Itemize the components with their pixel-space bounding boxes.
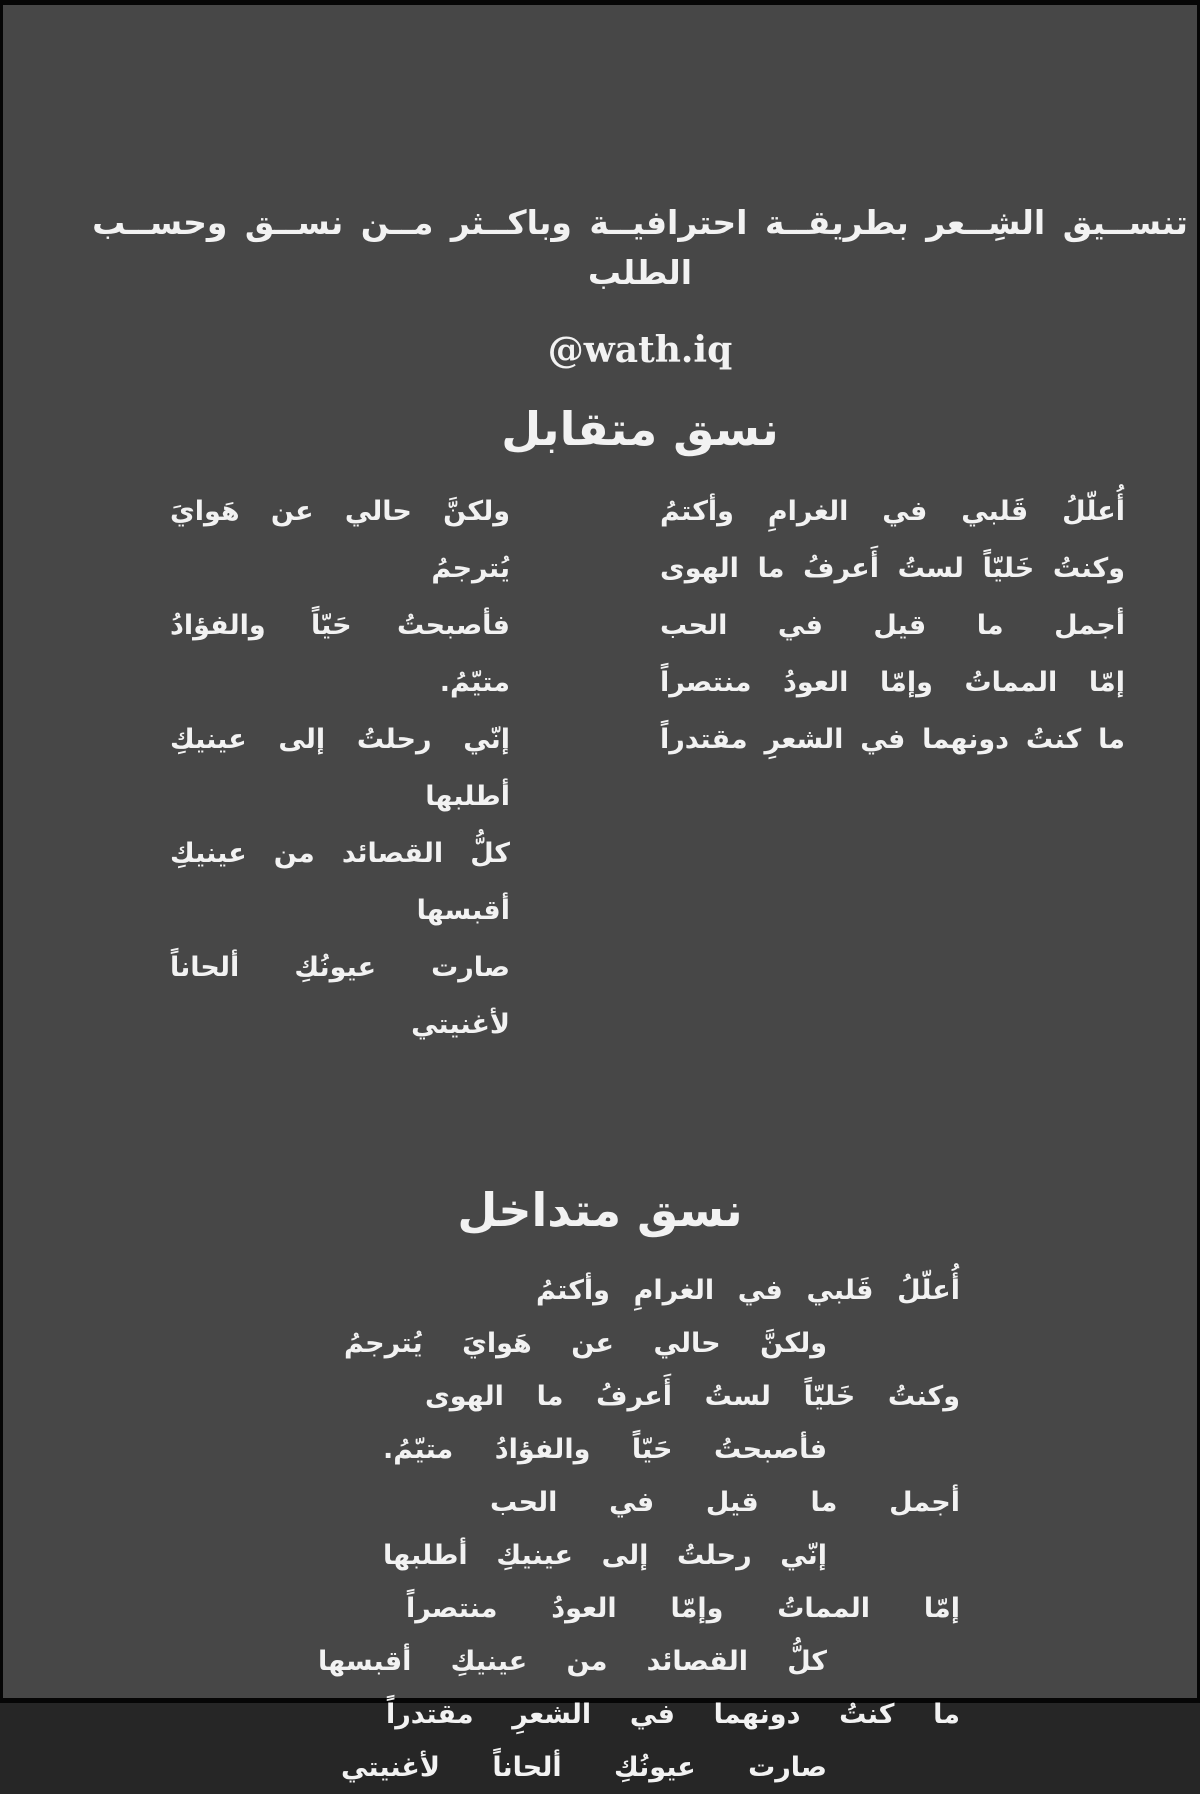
verse-line: كلُّ القصائد من عينيكِ أقبسها	[170, 838, 510, 926]
opposed-columns	[3, 483, 1197, 1053]
verse-line: أجمل ما قيل في الحب	[660, 610, 1125, 641]
verse-line: كلُّ القصائد من عينيكِ أقبسها	[318, 1646, 827, 1677]
verse-line: وكنتُ خَليّاً لستُ أَعرفُ ما الهوى	[660, 553, 1125, 584]
verse-line: أُعلّلُ قَلبي في الغرامِ وأكتمُ	[536, 1275, 960, 1306]
verse-line: ما كنتُ دونهما في الشعرِ مقتدراً	[386, 1699, 960, 1730]
verse-line: أجمل ما قيل في الحب	[490, 1487, 960, 1518]
verse-line: ولكنَّ حالي عن هَوايَ يُترجمُ	[170, 496, 510, 584]
verse-line: إمّا المماتُ وإمّا العودُ منتصراً	[660, 667, 1125, 698]
section-title-interleaved: نسق متداخل	[457, 1183, 743, 1237]
verse-line: صارت عيونُكِ ألحاناً لأغنيتي	[170, 952, 510, 1040]
verse-line: فأصبحتُ حَيّاً والفؤادُ متيّمُ.	[383, 1434, 827, 1465]
header-tagline: تنســيق الشِــعر بطريقــة احترافيــة وباكــثر مــن نســق وحســب الطلب	[92, 203, 1188, 292]
verse-line: إنّي رحلتُ إلى عينيكِ أطلبها	[170, 724, 510, 812]
verse-line: صارت عيونُكِ ألحاناً لأغنيتي	[341, 1752, 827, 1783]
interleaved-lines	[3, 1264, 1197, 1794]
verse-line: إمّا المماتُ وإمّا العودُ منتصراً	[406, 1593, 960, 1624]
verse-line: فأصبحتُ حَيّاً والفؤادُ متيّمُ.	[170, 610, 510, 698]
verse-line: وكنتُ خَليّاً لستُ أَعرفُ ما الهوى	[425, 1381, 960, 1412]
verse-line: أُعلّلُ قَلبي في الغرامِ وأكتمُ	[660, 496, 1125, 527]
section-title-opposed: نسق متقابل	[501, 402, 779, 456]
first-hemistich-column	[660, 483, 1125, 1053]
verse-line: ما كنتُ دونهما في الشعرِ مقتدراً	[660, 724, 1125, 755]
verse-line: ولكنَّ حالي عن هَوايَ يُترجمُ	[344, 1328, 827, 1359]
second-hemistich-column	[170, 483, 510, 1053]
social-handle: @wath.iq	[547, 329, 733, 371]
verse-line: إنّي رحلتُ إلى عينيكِ أطلبها	[383, 1540, 827, 1571]
